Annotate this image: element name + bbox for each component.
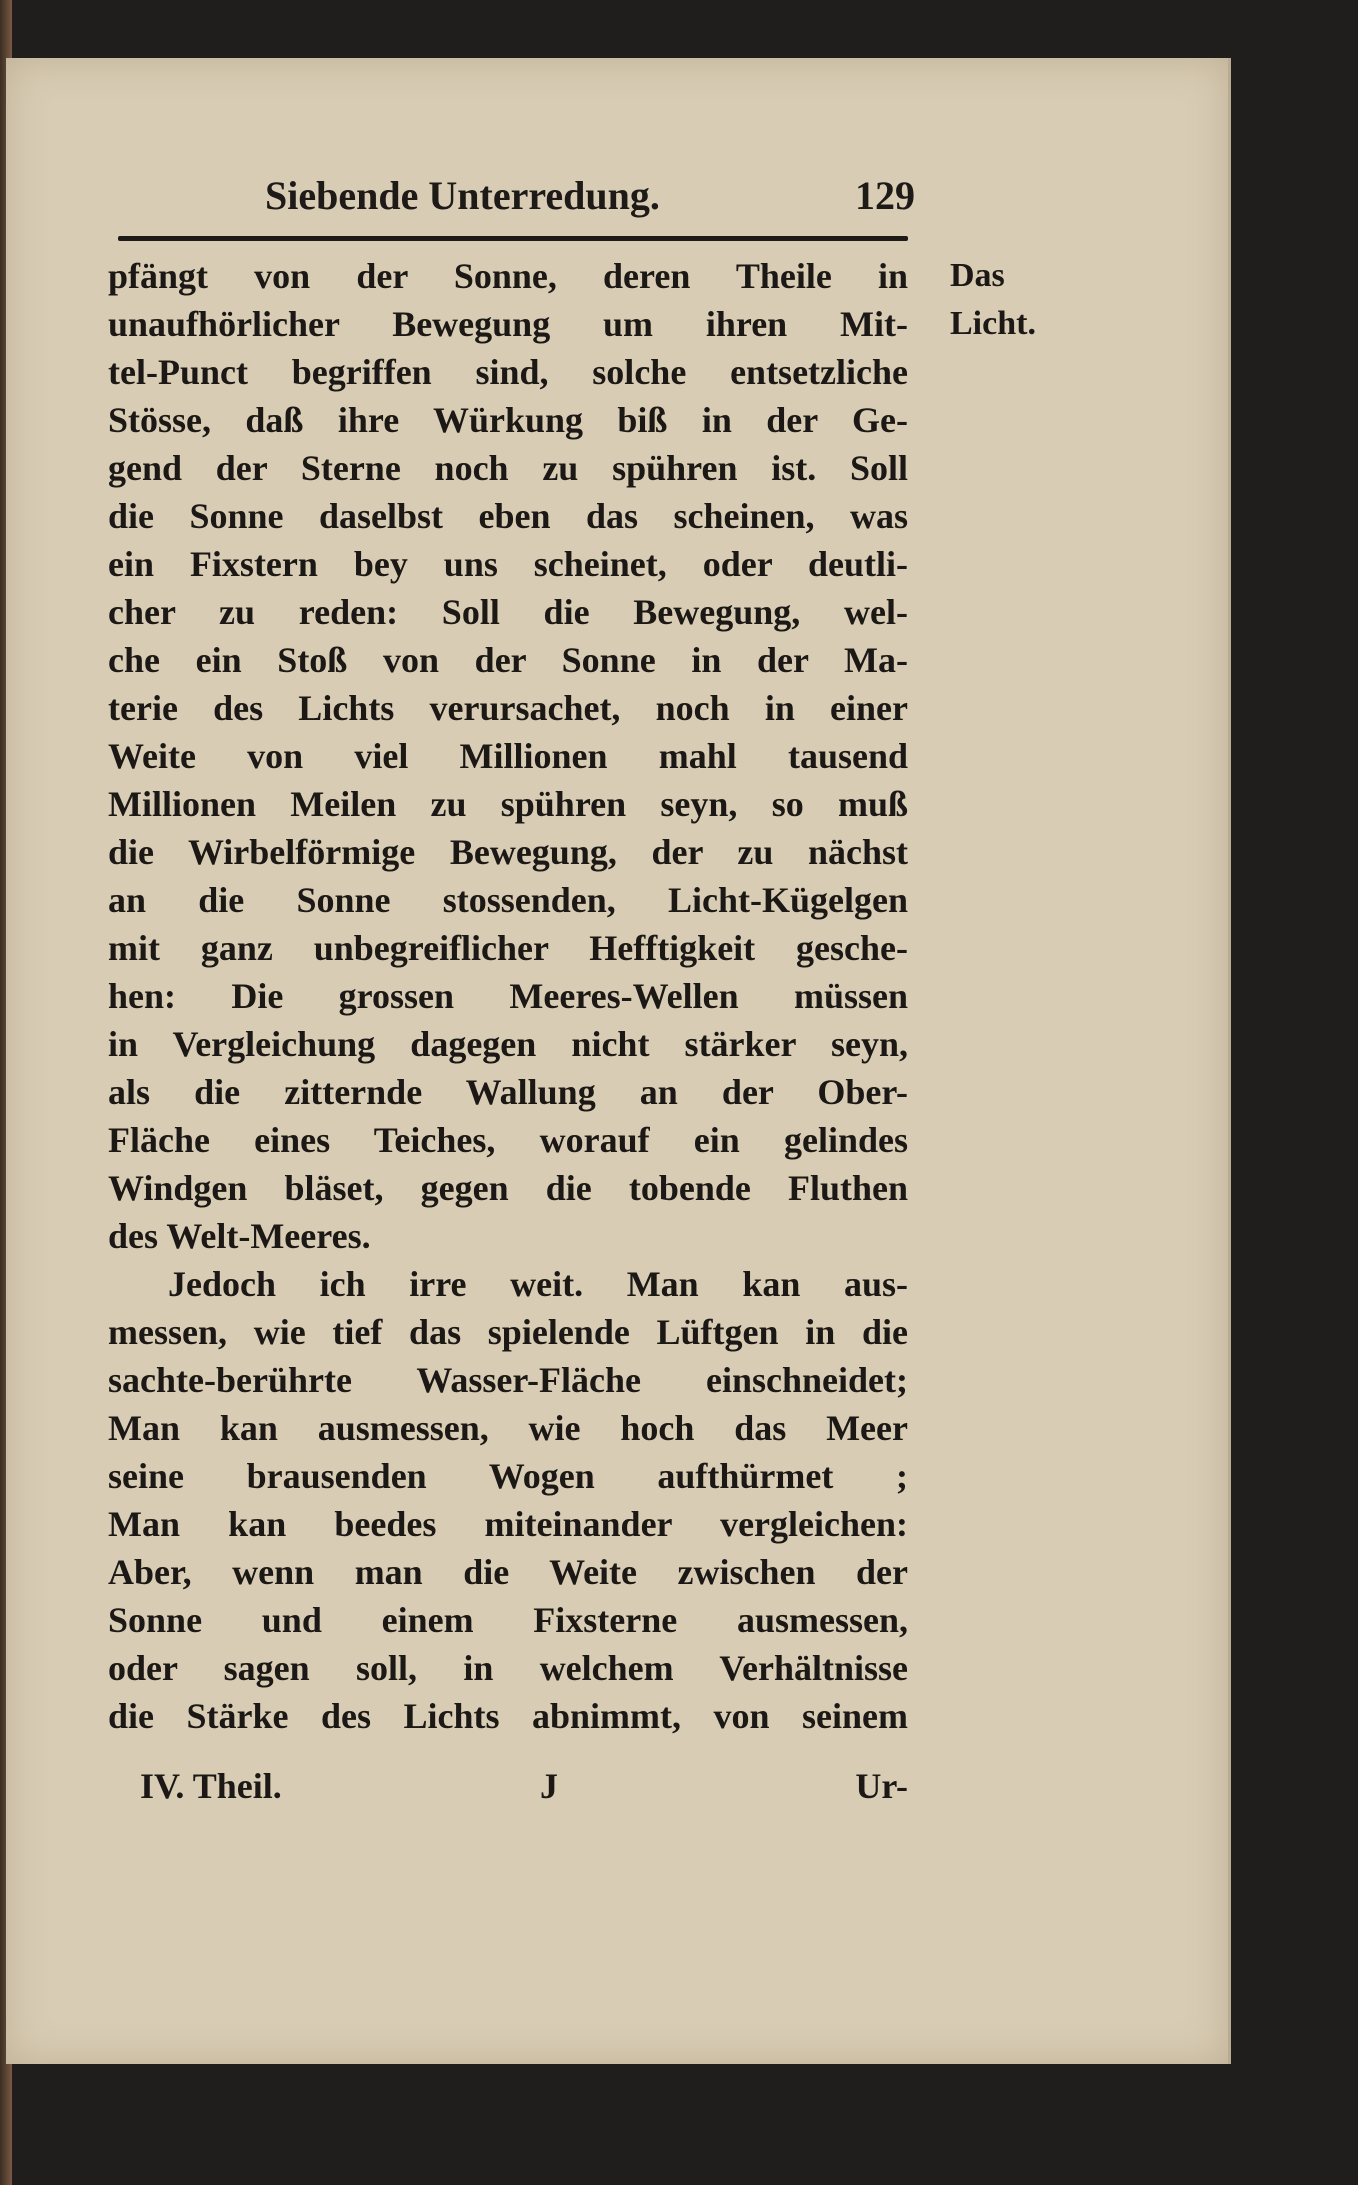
text-line: Man kan beedes miteinander vergleichen:	[108, 1504, 908, 1544]
text-line: Millionen Meilen zu spühren seyn, so muß	[108, 784, 908, 824]
text-line: des Welt-Meeres.	[108, 1216, 371, 1256]
text-line: seine brausenden Wogen aufthürmet ;	[108, 1456, 908, 1496]
text-line: Fläche eines Teiches, worauf ein gelindes	[108, 1120, 908, 1160]
text-line: Man kan ausmessen, wie hoch das Meer	[108, 1408, 908, 1448]
text-line: Stösse, daß ihre Würkung biß in der Ge-	[108, 400, 908, 440]
text-line: che ein Stoß von der Sonne in der Ma-	[108, 640, 908, 680]
text-line: Sonne und einem Fixsterne ausmessen,	[108, 1600, 908, 1640]
text-line: die Wirbelförmige Bewegung, der zu nächst	[108, 832, 908, 872]
text-line: cher zu reden: Soll die Bewegung, wel-	[108, 592, 908, 632]
margin-note	[950, 252, 1036, 348]
signature-line: IV. Theil.	[140, 1766, 282, 1806]
body-text	[108, 252, 908, 1740]
text-line: messen, wie tief das spielende Lüftgen in die	[108, 1312, 908, 1352]
text-line: Weite von viel Millionen mahl tausend	[108, 736, 908, 776]
margin-note-line: Das	[950, 257, 1005, 294]
text-line: sachte-berührte Wasser-Fläche einschneidet;	[108, 1360, 908, 1400]
text-line: an die Sonne stossenden, Licht-Kügelgen	[108, 880, 908, 920]
page-footer	[140, 1762, 908, 1810]
running-title: Siebende Unterredung.	[265, 173, 660, 218]
catchword: Ur-	[855, 1766, 908, 1806]
text-line: pfängt von der Sonne, deren Theile in	[108, 256, 908, 296]
text-line: hen: Die grossen Meeres-Wellen müssen	[108, 976, 908, 1016]
text-line: tel-Punct begriffen sind, solche entsetzliche	[108, 352, 908, 392]
text-line: Aber, wenn man die Weite zwischen der	[108, 1552, 908, 1592]
text-line: die Sonne daselbst eben das scheinen, was	[108, 496, 908, 536]
signature-mark: J	[540, 1766, 558, 1806]
text-line: mit ganz unbegreiflicher Hefftigkeit gesche-	[108, 928, 908, 968]
text-line: Windgen bläset, gegen die tobende Fluthen	[108, 1168, 908, 1208]
text-line: terie des Lichts verursachet, noch in einer	[108, 688, 908, 728]
margin-note-line: Licht.	[950, 305, 1036, 342]
header-rule	[118, 236, 908, 241]
text-line: als die zitternde Wallung an der Ober-	[108, 1072, 908, 1112]
text-line: die Stärke des Lichts abnimmt, von seinem	[108, 1696, 908, 1736]
text-line: ein Fixstern bey uns scheinet, oder deutli-	[108, 544, 908, 584]
text-line: oder sagen soll, in welchem Verhältnisse	[108, 1648, 908, 1688]
text-line: in Vergleichung dagegen nicht stärker seyn,	[108, 1024, 908, 1064]
text-line: unaufhörlicher Bewegung um ihren Mit-	[108, 304, 908, 344]
text-line: gend der Sterne noch zu spühren ist. Soll	[108, 448, 908, 488]
page-number: 129	[855, 173, 915, 218]
page-header	[265, 172, 915, 228]
text-line: Jedoch ich irre weit. Man kan aus-	[168, 1264, 908, 1304]
